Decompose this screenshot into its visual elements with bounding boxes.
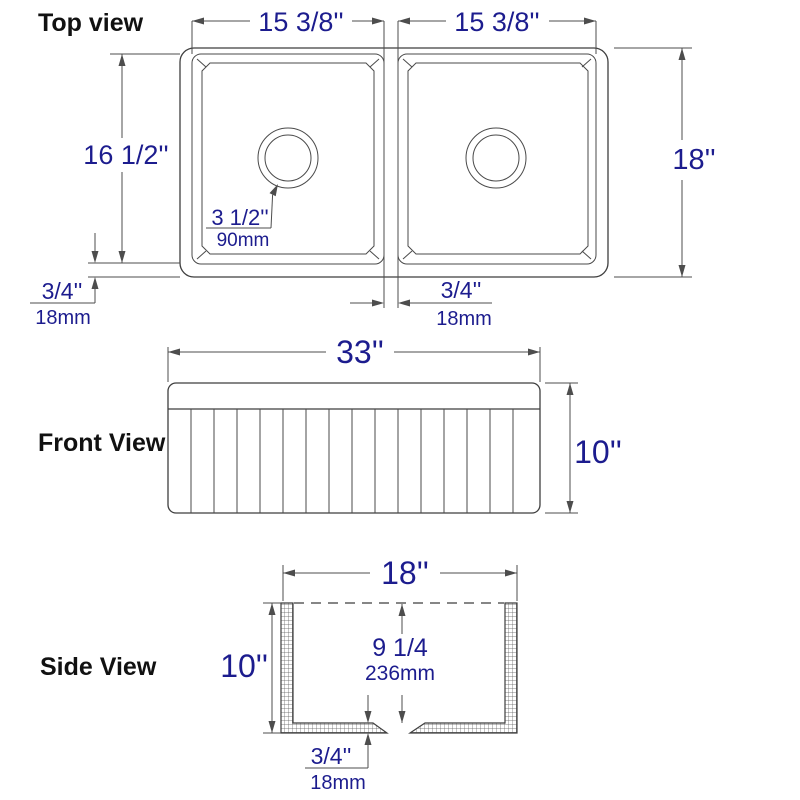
apron-flutes: [191, 409, 513, 513]
apron-outline: [168, 383, 540, 513]
dim-overall-front-to-back: [614, 48, 716, 277]
right-drain-outer: [466, 128, 526, 188]
dim-side-wall-thickness: [305, 695, 372, 794]
dim-front-overall-width: [168, 334, 540, 382]
dim-overall-front-to-back-text: 18'': [672, 144, 716, 176]
drain-diameter-in-text: 3 1/2'': [211, 205, 269, 230]
front-view-drawing: [168, 383, 540, 513]
drain-callout: [206, 184, 278, 251]
dim-side-height-text: 10'': [220, 648, 268, 684]
side-view-label: Side View: [40, 653, 157, 681]
dim-divider-thickness: [350, 277, 492, 330]
dim-front-width-text: 33'': [336, 334, 384, 370]
dim-side-depth-text: 18'': [381, 555, 429, 591]
right-drain-inner: [473, 135, 519, 181]
top-view: [30, 7, 716, 330]
dim-rim-thickness: [30, 233, 180, 329]
right-basin-corner-chamfers: [403, 59, 591, 259]
dim-left-basin-width-text: 15 3/8'': [258, 7, 344, 37]
top-view-label: Top view: [38, 9, 144, 37]
dim-side-wall-mm-text: 18mm: [310, 772, 366, 794]
dim-side-height: [220, 603, 281, 733]
dim-rim-thickness-mm-text: 18mm: [35, 307, 91, 329]
dim-side-depth: [283, 555, 517, 601]
left-drain-outer: [258, 128, 318, 188]
right-basin-rim: [398, 54, 596, 264]
dim-divider-thickness-mm-text: 18mm: [436, 308, 492, 330]
side-view: [40, 555, 517, 794]
dim-basin-front-to-back: [83, 54, 180, 263]
dim-basin-front-to-back-text: 16 1/2'': [83, 140, 169, 170]
top-view-drawing: [180, 21, 608, 308]
front-view-label: Front View: [38, 429, 166, 457]
dim-side-interior-depth-in-text: 9 1/4: [372, 634, 428, 662]
dim-front-height: [545, 383, 622, 513]
dim-front-height-text: 10'': [574, 434, 622, 470]
dim-divider-thickness-in-text: 3/4'': [440, 277, 482, 303]
dim-side-interior-depth: [365, 604, 435, 723]
dim-rim-thickness-in-text: 3/4'': [41, 278, 83, 304]
dim-side-interior-depth-mm-text: 236mm: [364, 662, 436, 685]
left-drain-inner: [265, 135, 311, 181]
dim-right-basin-width-text: 15 3/8'': [454, 7, 540, 37]
right-basin-bevel: [408, 63, 588, 254]
dim-side-wall-in-text: 3/4'': [310, 743, 352, 769]
dim-right-basin-width: [398, 7, 596, 37]
front-view: [38, 334, 622, 513]
drain-diameter-mm-text: 90mm: [216, 230, 270, 251]
